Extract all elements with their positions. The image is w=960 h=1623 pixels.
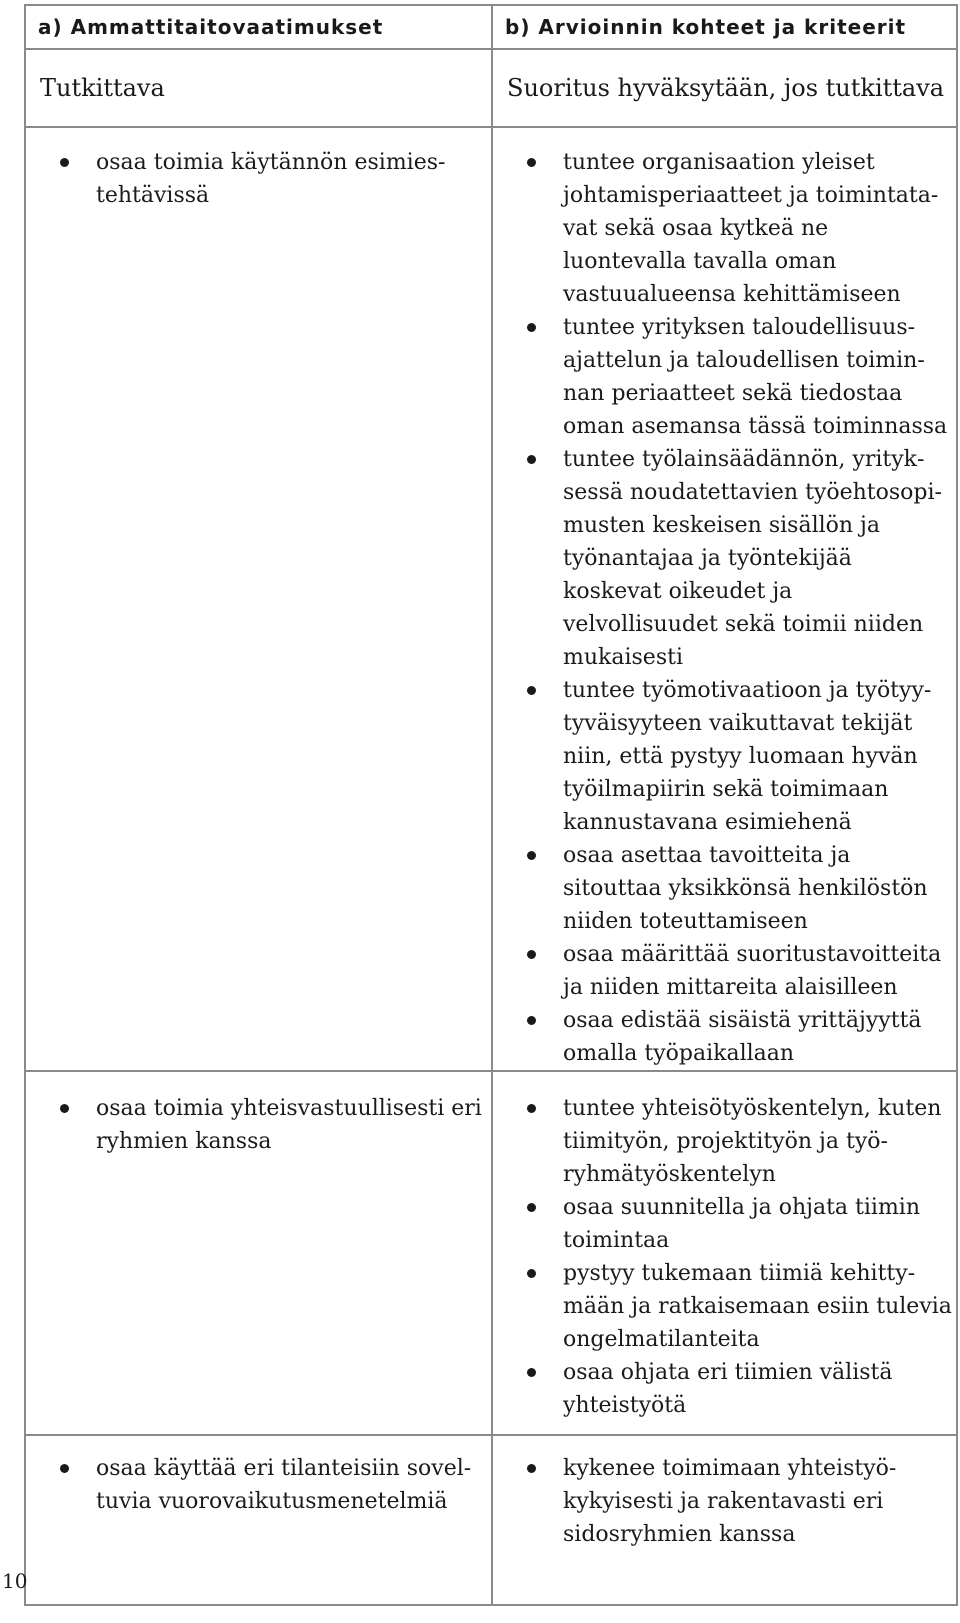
table-row bbox=[25, 1071, 957, 1435]
requirements-list bbox=[26, 146, 491, 212]
bullet-icon bbox=[527, 455, 536, 464]
bullet-icon bbox=[527, 1269, 536, 1278]
bullet-icon bbox=[60, 1464, 69, 1473]
requirements-cell bbox=[25, 1071, 492, 1435]
criterion-text: tuntee työmotivaatioon ja työtyytyväisyyteen vaikuttavat tekijät niin, että pystyy luomaan hyvän työilmapiirin sekä toimimaan kannustavana esimiehenä bbox=[563, 678, 932, 835]
list-item bbox=[26, 146, 491, 212]
list-item bbox=[26, 1452, 491, 1518]
bullet-icon bbox=[527, 1203, 536, 1212]
bullet-icon bbox=[527, 1368, 536, 1377]
list-item bbox=[493, 674, 956, 839]
criteria-list bbox=[493, 1092, 956, 1422]
list-item bbox=[493, 1092, 956, 1191]
requirement-text: osaa toimia käytännön esimiestehtävissä bbox=[96, 150, 446, 208]
list-item bbox=[493, 1257, 956, 1356]
list-item bbox=[493, 146, 956, 311]
list-item bbox=[493, 938, 956, 1004]
bullet-icon bbox=[60, 1104, 69, 1113]
column-a-header: a) Ammattitaitovaatimukset bbox=[25, 5, 492, 49]
requirements-cell bbox=[25, 1435, 492, 1605]
bullet-icon bbox=[60, 158, 69, 167]
criterion-text: osaa asettaa tavoitteita ja sitouttaa yksikkönsä henkilöstön niiden toteuttamiseen bbox=[563, 843, 928, 934]
criteria-cell bbox=[492, 1071, 957, 1435]
requirement-text: osaa toimia yhteisvastuullisesti eri ryhmien kanssa bbox=[96, 1096, 482, 1154]
criterion-text: tuntee yrityksen taloudellisuusajattelun ja taloudellisen toiminnan periaatteet sekä tiedostaa oman asemansa tässä toiminnassa bbox=[563, 315, 948, 439]
list-item bbox=[493, 311, 956, 443]
column-a-subheader: Tutkittava bbox=[25, 49, 492, 127]
requirements-cell bbox=[25, 127, 492, 1071]
criterion-text: osaa edistää sisäistä yrittäjyyttä omalla työpaikallaan bbox=[563, 1008, 922, 1066]
bullet-icon bbox=[527, 950, 536, 959]
table-row bbox=[25, 127, 957, 1071]
column-b-subheader: Suoritus hyväksytään, jos tutkittava bbox=[492, 49, 957, 127]
table-subheader-row bbox=[25, 49, 957, 127]
table-header-row bbox=[25, 5, 957, 49]
page-number: 10 bbox=[2, 1569, 28, 1593]
table-row bbox=[25, 1435, 957, 1605]
criteria-cell bbox=[492, 1435, 957, 1605]
list-item bbox=[493, 1191, 956, 1257]
requirements-list bbox=[26, 1452, 491, 1518]
criterion-text: osaa ohjata eri tiimien välistä yhteistyötä bbox=[563, 1360, 893, 1418]
list-item bbox=[493, 443, 956, 674]
criteria-table bbox=[24, 4, 958, 1606]
criterion-text: osaa suunnitella ja ohjata tiimin toimintaa bbox=[563, 1195, 921, 1253]
criteria-list bbox=[493, 1452, 956, 1551]
bullet-icon bbox=[527, 1464, 536, 1473]
bullet-icon bbox=[527, 686, 536, 695]
requirement-text: osaa käyttää eri tilanteisiin soveltuvia vuorovaikutusmenetelmiä bbox=[96, 1456, 472, 1514]
criteria-cell bbox=[492, 127, 957, 1071]
requirements-list bbox=[26, 1092, 491, 1158]
list-item bbox=[493, 1356, 956, 1422]
criterion-text: tuntee työlainsäädännön, yrityksessä noudatettavien työehtosopimusten keskeisen sisällön ja työnantajaa ja työntekijää koskevat oikeudet ja velvollisuudet sekä toimii niiden mukaisesti bbox=[563, 447, 942, 670]
bullet-icon bbox=[527, 323, 536, 332]
criteria-list bbox=[493, 146, 956, 1070]
criterion-text: tuntee organisaation yleiset johtamisperiaatteet ja toimintatavat sekä osaa kytkeä ne luontevalla tavalla oman vastuualueensa kehittämiseen bbox=[563, 150, 939, 307]
bullet-icon bbox=[527, 1104, 536, 1113]
column-b-header: b) Arvioinnin kohteet ja kriteerit bbox=[492, 5, 957, 49]
criterion-text: pystyy tukemaan tiimiä kehittymään ja ratkaisemaan esiin tulevia ongelmatilanteita bbox=[563, 1261, 952, 1352]
criterion-text: kykenee toimimaan yhteistyökykyisesti ja rakentavasti eri sidosryhmien kanssa bbox=[563, 1456, 897, 1547]
criterion-text: osaa määrittää suoritustavoitteita ja niiden mittareita alaisilleen bbox=[563, 942, 942, 1000]
bullet-icon bbox=[527, 1016, 536, 1025]
list-item bbox=[493, 839, 956, 938]
list-item bbox=[26, 1092, 491, 1158]
bullet-icon bbox=[527, 851, 536, 860]
list-item bbox=[493, 1452, 956, 1551]
bullet-icon bbox=[527, 158, 536, 167]
criterion-text: tuntee yhteisötyöskentelyn, kuten tiimityön, projektityön ja työryhmätyöskentelyn bbox=[563, 1096, 942, 1187]
list-item bbox=[493, 1004, 956, 1070]
